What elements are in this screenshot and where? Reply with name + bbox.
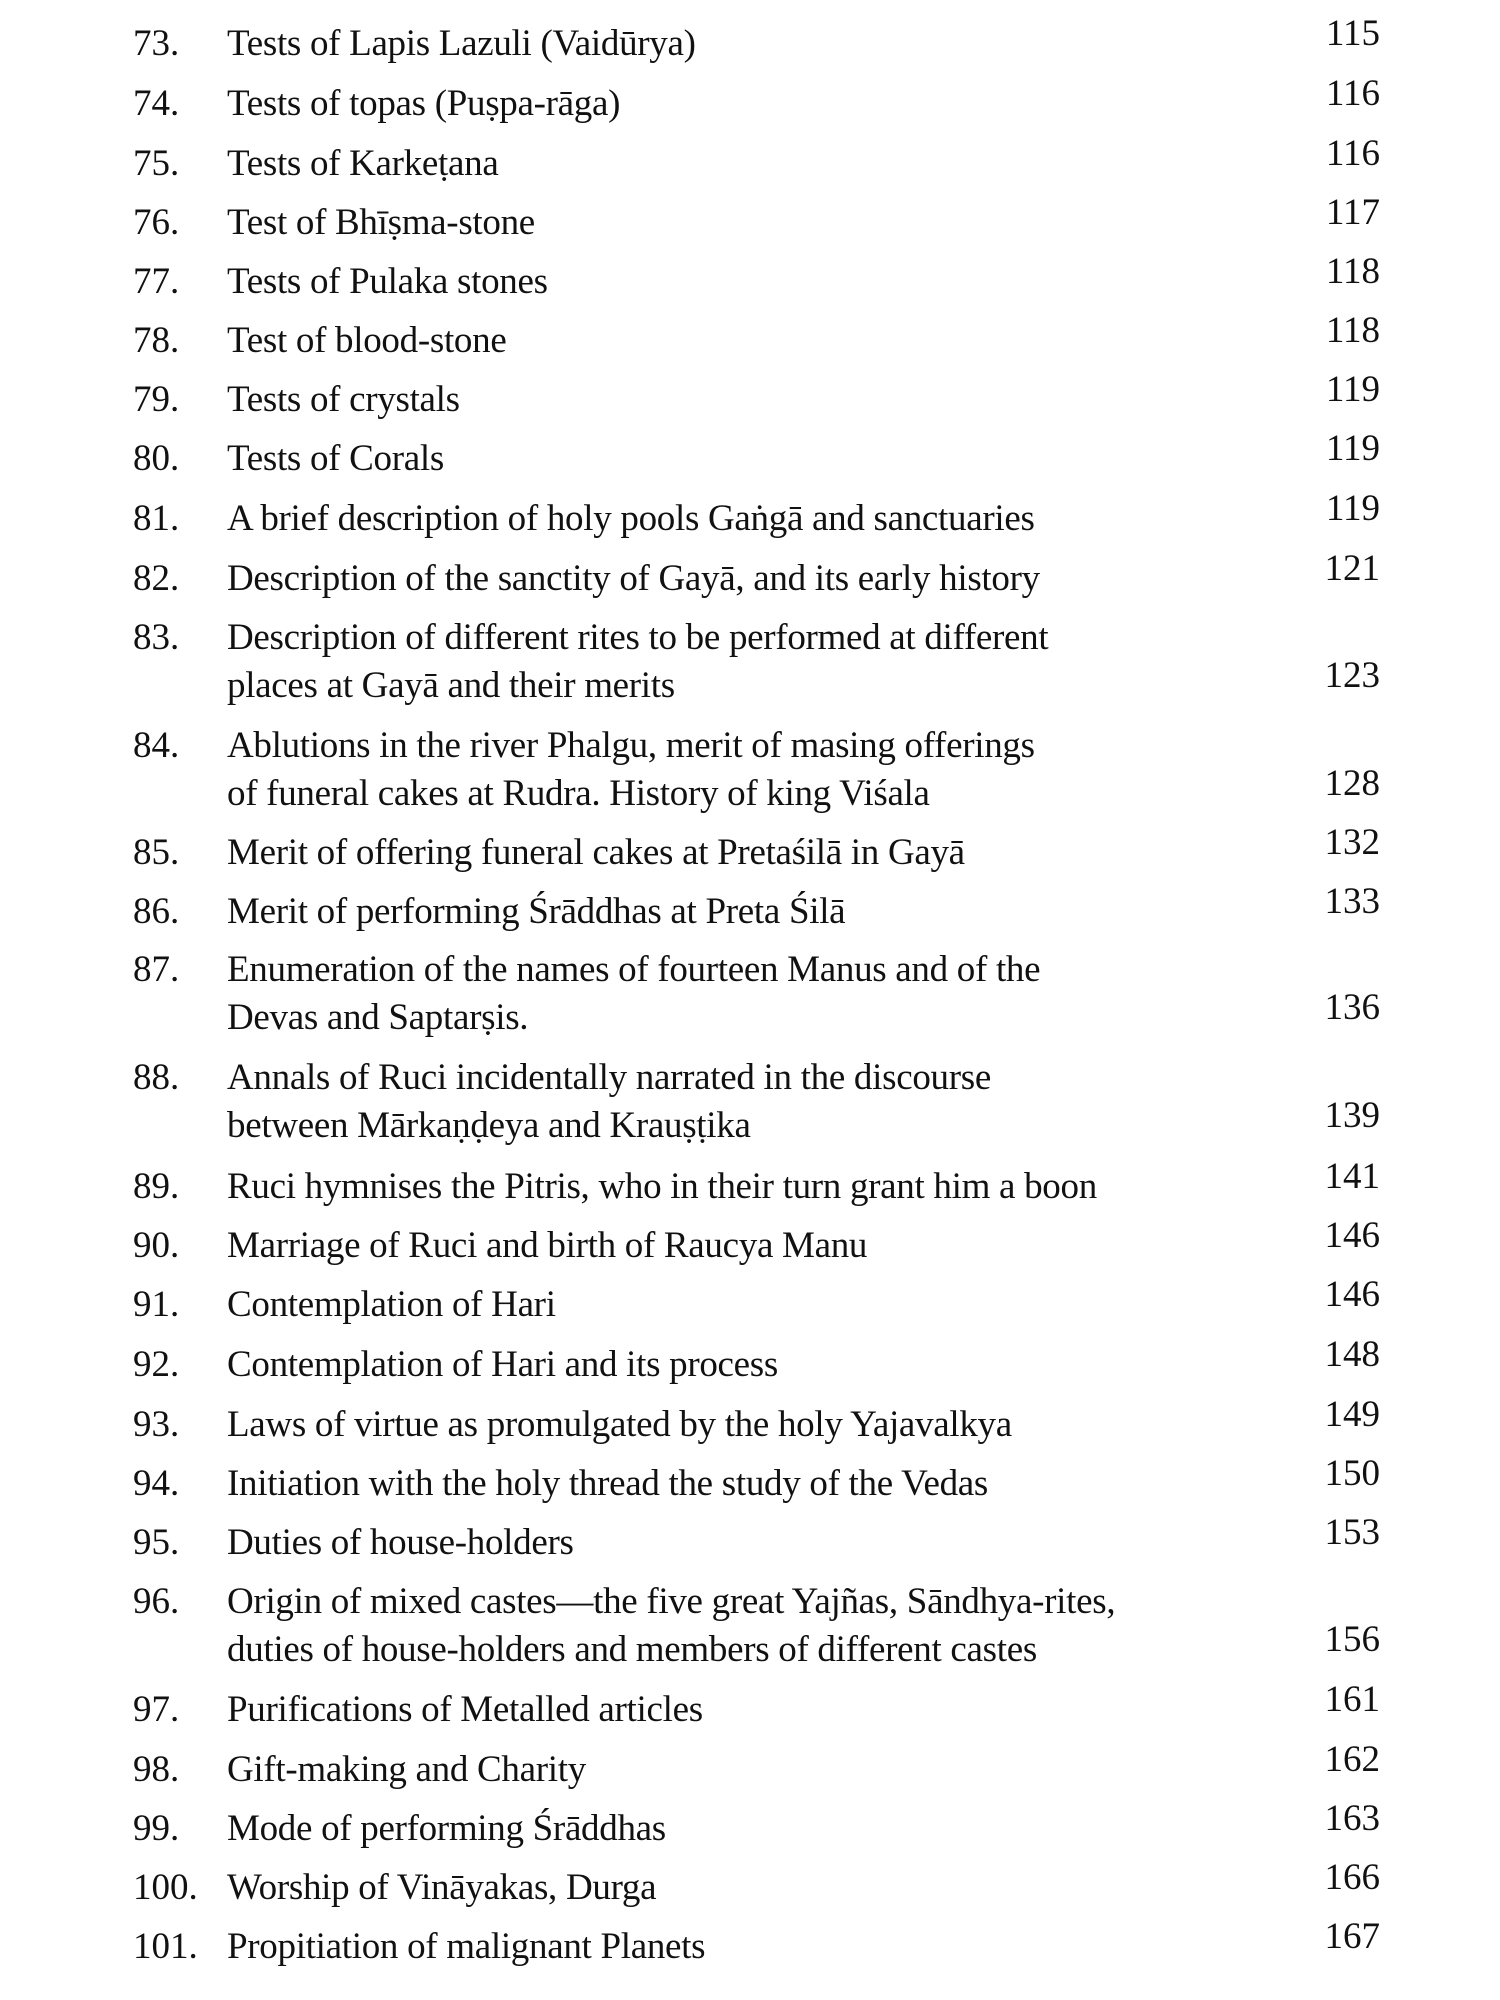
chapter-number: 94. [133, 1463, 180, 1504]
chapter-title [227, 317, 1247, 365]
chapter-number: 100. [133, 1867, 198, 1908]
page-number: 136 [1324, 987, 1380, 1028]
chapter-title [227, 1341, 1247, 1389]
chapter-number: 79. [133, 379, 180, 420]
chapter-title-line: Propitiation of malignant Planets [227, 1926, 706, 1967]
chapter-title [227, 495, 1247, 543]
chapter-title-line: Duties of house-holders [227, 1522, 574, 1563]
page-number: 167 [1324, 1916, 1380, 1957]
page-number: 133 [1324, 881, 1380, 922]
chapter-title [227, 1401, 1247, 1449]
chapter-number: 91. [133, 1284, 180, 1325]
chapter-title [227, 888, 1247, 936]
chapter-title [227, 1222, 1247, 1270]
chapter-number: 99. [133, 1808, 180, 1849]
chapter-number: 97. [133, 1689, 180, 1730]
chapter-number: 96. [133, 1581, 180, 1622]
chapter-title [227, 1054, 1247, 1150]
chapter-title [227, 1864, 1247, 1912]
chapter-title-line: Enumeration of the names of fourteen Manus and of the [227, 949, 1041, 990]
chapter-title-line: Worship of Vināyakas, Durga [227, 1867, 657, 1908]
chapter-title-line: Marriage of Ruci and birth of Raucya Manu [227, 1225, 868, 1266]
chapter-title [227, 946, 1247, 1042]
chapter-title-line: Mode of performing Śrāddhas [227, 1808, 666, 1849]
chapter-title [227, 80, 1247, 128]
chapter-number: 75. [133, 143, 180, 184]
chapter-title [227, 1746, 1247, 1794]
chapter-title-line: Tests of topas (Puṣpa-rāga) [227, 83, 621, 124]
chapter-title-line: Contemplation of Hari and its process [227, 1344, 778, 1385]
page-number: 161 [1324, 1679, 1380, 1720]
chapter-title [227, 614, 1247, 710]
page-number: 162 [1324, 1739, 1380, 1780]
page-number: 118 [1325, 251, 1380, 292]
page-number: 153 [1324, 1512, 1380, 1553]
page-number: 119 [1325, 369, 1380, 410]
chapter-title-line: Description of the sanctity of Gayā, and its early history [227, 558, 1040, 599]
chapter-title [227, 829, 1247, 877]
chapter-number: 89. [133, 1166, 180, 1207]
chapter-number: 85. [133, 832, 180, 873]
chapter-title-line: Ruci hymnises the Pitris, who in their turn grant him a boon [227, 1166, 1097, 1207]
chapter-title [227, 1805, 1247, 1853]
page-number: 115 [1325, 13, 1380, 54]
chapter-number: 87. [133, 949, 180, 990]
chapter-title [227, 1281, 1247, 1329]
chapter-title-line: Tests of Karkeṭana [227, 143, 499, 184]
page-number: 156 [1324, 1619, 1380, 1660]
chapter-title-line: Tests of Lapis Lazuli (Vaidūrya) [227, 23, 696, 64]
chapter-number: 92. [133, 1344, 180, 1385]
page-number: 116 [1325, 73, 1380, 114]
chapter-title [227, 555, 1247, 603]
chapter-number: 88. [133, 1057, 180, 1098]
chapter-title [227, 1519, 1247, 1567]
chapter-title-line: Test of blood-stone [227, 320, 507, 361]
chapter-title-line: Devas and Saptarṣis. [227, 997, 529, 1038]
chapter-title [227, 20, 1247, 68]
chapter-title [227, 1163, 1247, 1211]
chapter-title [227, 258, 1247, 306]
chapter-number: 81. [133, 498, 180, 539]
chapter-number: 84. [133, 725, 180, 766]
chapter-number: 77. [133, 261, 180, 302]
page-number: 117 [1325, 192, 1380, 233]
chapter-title-line: Laws of virtue as promulgated by the holy Yajavalkya [227, 1404, 1012, 1445]
page-number: 149 [1324, 1394, 1380, 1435]
page-number: 119 [1325, 488, 1380, 529]
page-number: 132 [1324, 822, 1380, 863]
chapter-number: 83. [133, 617, 180, 658]
chapter-title [227, 435, 1247, 483]
chapter-title-line: Description of different rites to be performed at different [227, 617, 1049, 658]
page-number: 119 [1325, 428, 1380, 469]
chapter-title [227, 1460, 1247, 1508]
chapter-title [227, 1923, 1247, 1971]
chapter-number: 101. [133, 1926, 198, 1967]
chapter-title-line: duties of house-holders and members of different castes [227, 1629, 1037, 1670]
chapter-title [227, 722, 1247, 818]
chapter-title-line: Tests of crystals [227, 379, 460, 420]
chapter-title-line: Tests of Corals [227, 438, 444, 479]
page-number: 150 [1324, 1453, 1380, 1494]
chapter-number: 82. [133, 558, 180, 599]
chapter-number: 86. [133, 891, 180, 932]
page-number: 148 [1324, 1334, 1380, 1375]
page-number: 146 [1324, 1274, 1380, 1315]
chapter-number: 80. [133, 438, 180, 479]
chapter-title-line: Origin of mixed castes—the five great Yajñas, Sāndhya-rites, [227, 1581, 1116, 1622]
chapter-title-line: Gift-making and Charity [227, 1749, 586, 1790]
chapter-title [227, 199, 1247, 247]
chapter-title-line: of funeral cakes at Rudra. History of king Viśala [227, 773, 930, 814]
page-number: 163 [1324, 1798, 1380, 1839]
chapter-number: 76. [133, 202, 180, 243]
chapter-number: 90. [133, 1225, 180, 1266]
chapter-number: 74. [133, 83, 180, 124]
chapter-title-line: Tests of Pulaka stones [227, 261, 548, 302]
chapter-number: 95. [133, 1522, 180, 1563]
page-number: 118 [1325, 310, 1380, 351]
chapter-title-line: Test of Bhīṣma-stone [227, 202, 535, 243]
chapter-title-line: Contemplation of Hari [227, 1284, 556, 1325]
page-number: 123 [1324, 655, 1380, 696]
chapter-number: 73. [133, 23, 180, 64]
page-number: 146 [1324, 1215, 1380, 1256]
chapter-title-line: between Mārkaṇḍeya and Krauṣṭika [227, 1105, 751, 1146]
chapter-title-line: A brief description of holy pools Gaṅgā and sanctuaries [227, 498, 1035, 539]
chapter-title [227, 376, 1247, 424]
chapter-title-line: Merit of offering funeral cakes at Pretaśilā in Gayā [227, 832, 965, 873]
page-number: 116 [1325, 133, 1380, 174]
chapter-title [227, 1686, 1247, 1734]
chapter-title-line: Annals of Ruci incidentally narrated in the discourse [227, 1057, 991, 1098]
chapter-number: 93. [133, 1404, 180, 1445]
chapter-number: 78. [133, 320, 180, 361]
chapter-title-line: places at Gayā and their merits [227, 665, 675, 706]
page-number: 128 [1324, 763, 1380, 804]
chapter-title [227, 1578, 1247, 1674]
chapter-title [227, 140, 1247, 188]
page-number: 121 [1324, 548, 1380, 589]
chapter-title-line: Initiation with the holy thread the study of the Vedas [227, 1463, 988, 1504]
chapter-number: 98. [133, 1749, 180, 1790]
page-number: 141 [1324, 1156, 1380, 1197]
page-number: 139 [1324, 1095, 1380, 1136]
chapter-title-line: Merit of performing Śrāddhas at Preta Śilā [227, 891, 846, 932]
chapter-title-line: Purifications of Metalled articles [227, 1689, 703, 1730]
chapter-title-line: Ablutions in the river Phalgu, merit of masing offerings [227, 725, 1035, 766]
page-number: 166 [1324, 1857, 1380, 1898]
